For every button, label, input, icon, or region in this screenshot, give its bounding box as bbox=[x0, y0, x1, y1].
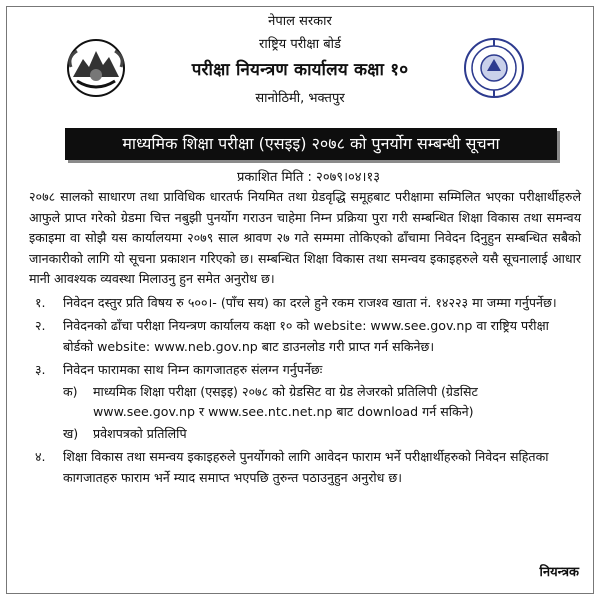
notice-header bbox=[7, 7, 593, 185]
notice-body bbox=[29, 187, 581, 488]
government-name: नेपाल सरकार bbox=[268, 14, 332, 29]
sub-item-text: माध्यमिक शिक्षा परीक्षा (एसइइ) २०७८ को ग्रेडसिट वा ग्रेड लेजरको प्रतिलिपी (ग्रेडसिट www.see.gov.np र www.see.ntc.net.np बाट download गर्न सकिने) bbox=[93, 383, 478, 419]
office-location: सानोठिमी, भक्तपुर bbox=[255, 91, 345, 106]
item-text: निवेदनको ढाँचा परीक्षा नियन्त्रण कार्यालय कक्षा १० को website: www.see.gov.np वा राष्ट्रिय परीक्षा बोर्डको website: www.neb.gov.np बाट डाउनलोड गरी प्राप्त गर्न सकिनेछ। bbox=[63, 318, 549, 354]
sub-item-number: क) bbox=[63, 383, 78, 399]
office-name: परीक्षा नियन्त्रण कार्यालय कक्षा १० bbox=[191, 60, 409, 80]
sub-item-number: ख) bbox=[63, 425, 79, 441]
list-item bbox=[29, 293, 581, 314]
board-name: राष्ट्रिय परीक्षा बोर्ड bbox=[259, 37, 341, 52]
item-number: १. bbox=[35, 294, 46, 310]
list-item bbox=[29, 316, 581, 357]
list-item bbox=[29, 360, 581, 381]
intro-paragraph: २०७८ सालको साधारण तथा प्राविधिक धारतर्फ नियमित तथा ग्रेडवृद्धि समूहबाट परीक्षामा सम्मिलित भएका परीक्षार्थीहरुले आफुले प्राप्त गरेको ग्रेडमा चित्त नबुझी पुनर्योग गराउन चाहेमा निम्न प्रक्रिया पुरा गरी सम्बन्धित शिक्षा विकास तथा समन्वय इकाइमा वा सोझै यस कार्यालयमा २०७९ साल श्रावण २७ गते सम्ममा तोकिएको ढाँचामा निवेदन दिनुहुन सम्बन्धित सबैको जानकारीको लागि यो सूचना प्रकाशन गरिएको छ। सम्बन्धित शिक्षा विकास तथा समन्वय इकाइहरुले यसै सूचनालाई आधार मानी आवश्यक व्यवस्था मिलाउनु हुन समेत अनुरोध छ। bbox=[29, 189, 581, 286]
item-text: निवेदन फारामका साथ निम्न कागजातहरु संलग्न गर्नुपर्नेछः bbox=[63, 362, 323, 377]
item-number: ४. bbox=[35, 449, 46, 464]
notice-title-banner: माध्यमिक शिक्षा परीक्षा (एसइइ) २०७८ को पुनर्योग सम्बन्धी सूचना bbox=[65, 128, 557, 160]
item-text: शिक्षा विकास तथा समन्वय इकाइहरुले पुनर्योगको लागि आवेदन फाराम भर्ने परीक्षार्थीहरुको निवेदन सहितका कागजातहरु फाराम भर्ने म्याद समाप्त भएपछि तुरुन्त पठाउनुहुन अनुरोध छ। bbox=[63, 449, 549, 485]
list-item bbox=[29, 447, 581, 488]
sub-list-item bbox=[29, 382, 581, 423]
item-number: ३. bbox=[35, 362, 46, 377]
sub-list-item bbox=[29, 424, 581, 445]
signer-title: नियन्त्रक bbox=[539, 565, 579, 580]
item-text: निवेदन दस्तुर प्रति विषय रु ५००।- (पाँच सय) का दरले हुने रकम राजश्व खाता नं. १४२२३ मा जम्मा गर्नुपर्नेछ। bbox=[63, 294, 557, 310]
publication-date: प्रकाशित मिति : २०७९।०४।१३ bbox=[237, 170, 380, 185]
sub-item-text: प्रवेशपत्रको प्रतिलिपि bbox=[93, 425, 187, 441]
item-number: २. bbox=[35, 318, 46, 333]
notice-page bbox=[6, 6, 594, 594]
